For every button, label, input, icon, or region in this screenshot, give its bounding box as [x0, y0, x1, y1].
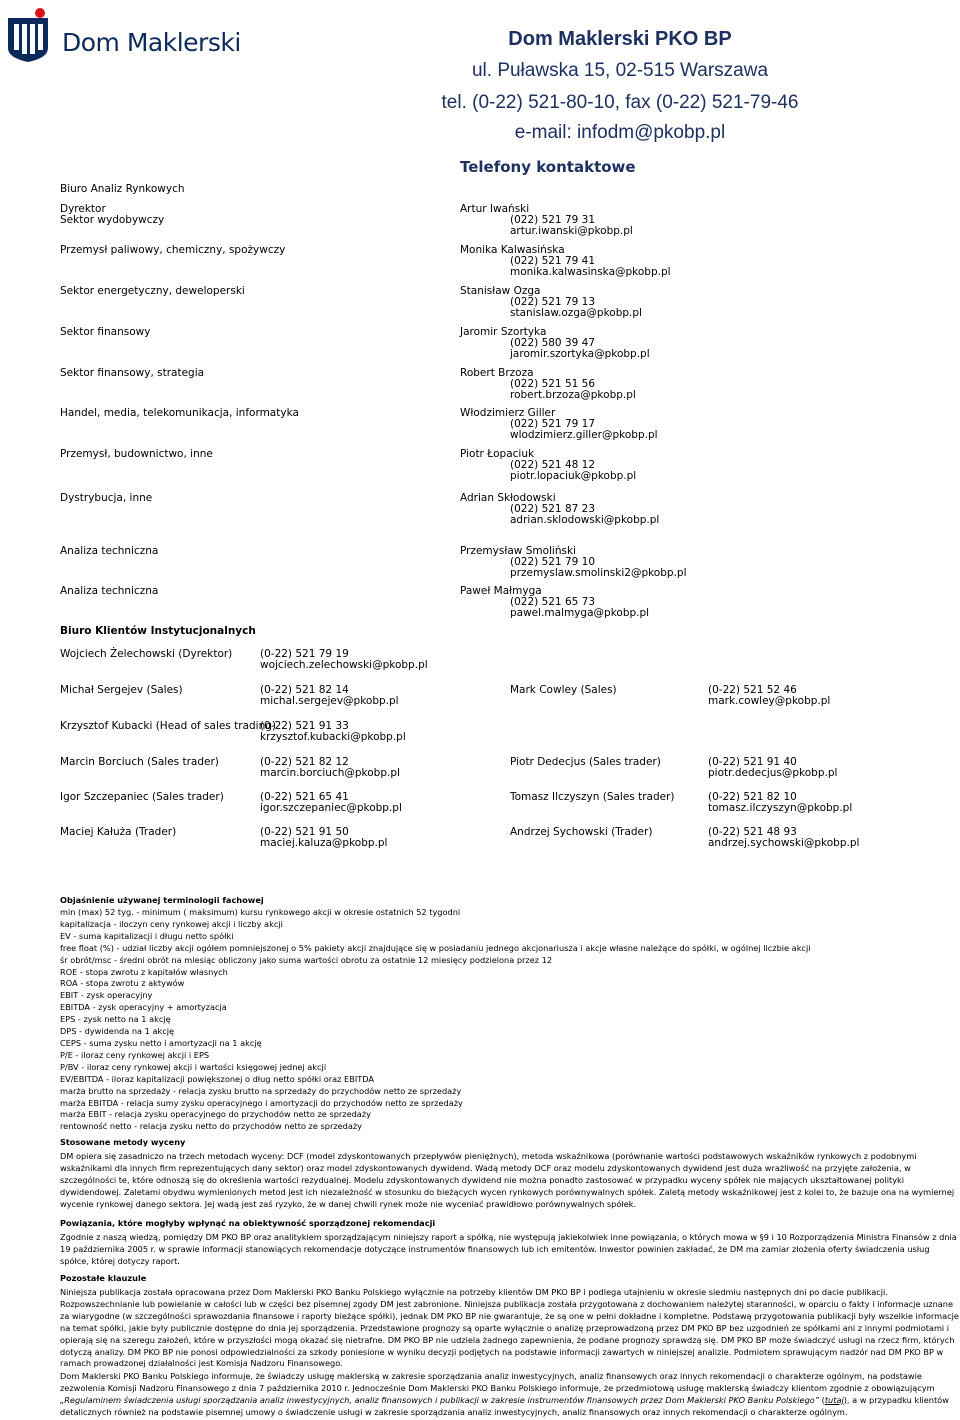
glossary-item: ROA - stopa zwrotu z aktywów — [60, 978, 185, 989]
relations-title: Powiązania, które mogłyby wpłynąć na obiektywność sporządzonej rekomendacji — [60, 1218, 436, 1228]
glossary-item: ROE - stopa zwrotu z kapitałów własnych — [60, 966, 228, 977]
broker-email[interactable]: andrzej.sychowski@pkobp.pl — [708, 837, 860, 849]
analyst-phone: (022) 521 79 31 — [510, 214, 596, 226]
broker-email[interactable]: krzysztof.kubacki@pkobp.pl — [260, 731, 406, 743]
research-sector-label: Handel, media, telekomunikacja, informatyka — [60, 407, 299, 419]
research-sector-label: Analiza techniczna — [60, 585, 159, 597]
analyst-email[interactable]: stanislaw.ozga@pkobp.pl — [510, 307, 642, 319]
glossary-item: P/BV - iloraz ceny rynkowej akcji i wartości księgowej jednej akcji — [60, 1061, 327, 1072]
glossary-item: free float (%) - udział liczby akcji ogółem pomniejszonej o 5% pakiety akcji znajdujące się w posiadaniu jednego akcjonariusza i akcje własne należące do spółki, w ogólnej liczbie akcji — [60, 942, 811, 953]
analyst-name: Robert Brzoza — [460, 367, 534, 379]
glossary-item: marża EBIT - relacja zysku operacyjnego do przychodów netto ze sprzedaży — [60, 1109, 371, 1120]
broker-email[interactable]: michal.sergejev@pkobp.pl — [260, 695, 399, 707]
analyst-email[interactable]: artur.iwanski@pkobp.pl — [510, 225, 633, 237]
company-address: ul. Puławska 15, 02-515 Warszawa — [471, 60, 769, 81]
analyst-name: Przemysław Smoliński — [460, 545, 576, 557]
analyst-name: Stanisław Ozga — [460, 285, 541, 297]
broker-name: Maciej Kałuża (Trader) — [60, 826, 177, 838]
broker-phone: (0-22) 521 91 50 — [260, 826, 349, 838]
analyst-phone: (022) 521 65 73 — [510, 596, 596, 608]
analyst-email[interactable]: wlodzimierz.giller@pkobp.pl — [510, 429, 658, 441]
analyst-name: Artur Iwański — [460, 203, 530, 215]
analyst-phone: (022) 521 79 17 — [510, 418, 596, 430]
broker-phone: (0-22) 521 82 10 — [708, 791, 797, 803]
research-sector-label: Sektor wydobywczy — [60, 214, 165, 226]
analyst-name: Paweł Małmyga — [460, 585, 542, 597]
broker-name: Michał Sergejev (Sales) — [60, 684, 183, 696]
company-name: Dom Maklerski PKO BP — [508, 28, 732, 50]
regulation-title: „Regulaminem świadczenia usługi sporządzania analiz inwestycyjnych, analiz finansowych i publikacji w zakresie instrumentów finansowych przez Dom Maklerski PKO Banku Polskiego” — [60, 1394, 820, 1405]
analyst-email[interactable]: adrian.sklodowski@pkobp.pl — [510, 514, 660, 526]
clauses-text-1: Niniejsza publikacja została opracowana przez Dom Maklerski PKO Banku Polskiego wyłącznie na potrzeby klientów DM PKO BP i podlega utajnieniu w okresie siedmiu następnych dni po dacie publikacji. Rozpowszechnianie lub powielanie w całości lub w części bez pisemnej zgody DM jest zabronione. Niniejsza publikacja została przygotowana z dochowaniem należytej staranności, w oparciu o fakty i informacje uznane za wiarygodne (w szczególności sprawozdania finansowe i raporty bieżące spółki), jednak DM PKO BP nie gwarantuje, że są one w pełni dokładne i kompletne. Podstawą przygotowania publikacji były wszelkie informacje na temat spółki, jakie były publicznie dostępne do dnia jej sporządzenia. Przedstawione prognozy są oparte wyłącznie o analizę przeprowadzoną przez DM PKO BP bez uzgodnień ze spółkami ani z innymi podmiotami i opierają się na szeregu założeń, które w przyszłości mogą okazać się nietrafne. DM PKO BP nie udziela żadnego zapewnienia, że podane prognozy sprawdzą się. DM PKO BP może świadczyć usługi na rzecz firm, których dotyczą analizy. DM PKO BP nie ponosi odpowiedzialności za szkody poniesione w wyniku decyzji podjętych na podstawie informacji zawartych w niniejszej analizie. Podmiotem sprawującym nadzór nad DM PKO BP w ramach prowadzonej działalności jest Komisja Nadzoru Finansowego. — [60, 1287, 959, 1369]
broker-email[interactable]: maciej.kaluza@pkobp.pl — [260, 837, 388, 849]
glossary-item: min (max) 52 tyg. - minimum ( maksimum) kursu rynkowego akcji w okresie ostatnich 52 tygodni — [60, 907, 461, 917]
pko-logo — [6, 6, 50, 62]
glossary-item: EBIT - zysk operacyjny — [60, 990, 153, 1001]
research-sector-label: Sektor finansowy, strategia — [60, 367, 205, 379]
research-sector-label: Sektor finansowy — [60, 326, 151, 338]
broker-name: Andrzej Sychowski (Trader) — [510, 826, 653, 838]
research-sector-label: Dyrektor — [60, 203, 106, 215]
glossary-list — [60, 907, 960, 1133]
analyst-name: Jaromir Szortyka — [460, 326, 547, 338]
broker-phone: (0-22) 521 52 46 — [708, 684, 797, 696]
institutional-title: Biuro Klientów Instytucjonalnych — [60, 625, 256, 637]
glossary-item: śr obrót/msc - średni obrót na miesiąc obliczony jako suma wartości obrotu za ostatnie 12 miesięcy podzielona przez 12 — [60, 954, 553, 965]
research-title: Biuro Analiz Rynkowych — [60, 183, 185, 195]
broker-email[interactable]: marcin.borciuch@pkobp.pl — [260, 767, 400, 779]
broker-name: Igor Szczepaniec (Sales trader) — [60, 791, 224, 803]
research-sector-label: Przemysł, budownictwo, inne — [60, 448, 213, 460]
glossary-item: DPS - dywidenda na 1 akcję — [60, 1026, 175, 1037]
analyst-name: Piotr Łopaciuk — [460, 448, 535, 460]
broker-phone: (0-22) 521 91 33 — [260, 720, 349, 732]
analyst-name: Monika Kalwasińska — [460, 244, 565, 256]
broker-email[interactable]: wojciech.zelechowski@pkobp.pl — [260, 659, 428, 671]
glossary-item: marża EBITDA - relacja sumy zysku operacyjnego i amortyzacji do przychodów netto ze sprzedaży — [60, 1097, 463, 1108]
glossary-item: EV/EBITDA - iloraz kapitalizacji powiększonej o dług netto spółki oraz EBITDA — [60, 1073, 375, 1084]
relations-text: Zgodnie z naszą wiedzą, pomiędzy DM PKO BP oraz analitykiem sporządzającym niniejszy raport a spółką, nie występują jakiekolwiek inne powiązania, o których mowa w §9 i 10 Rozporządzenia Ministra Finansów z dnia 19 października 2005 r. w sprawie informacji stanowiących rekomendacje dotyczące instrumentów finansowych lub ich emitentów. Inwestor powinien zakładać, że DM ma zamiar złożenia oferty świadczenia usług spółce, której dotyczy raport. — [60, 1232, 957, 1266]
glossary-item: marża brutto na sprzedaży - relacja zysku brutto na sprzedaży do przychodów netto ze sprzedaży — [60, 1085, 462, 1096]
glossary-item: kapitalizacja - iloczyn ceny rynkowej akcji i liczby akcji — [60, 918, 283, 929]
broker-phone: (0-22) 521 65 41 — [260, 791, 349, 803]
glossary-item: P/E - iloraz ceny rynkowej akcji i EPS — [60, 1049, 210, 1060]
broker-name: Marcin Borciuch (Sales trader) — [60, 756, 219, 768]
analyst-phone: (022) 521 79 13 — [510, 296, 596, 308]
broker-name: Wojciech Żelechowski (Dyrektor) — [60, 648, 233, 660]
analyst-name: Adrian Skłodowski — [460, 492, 556, 504]
clauses-text-2a: Dom Maklerski PKO Banku Polskiego informuje, że świadczy usługę maklerską w zakresie sporządzania analiz inwestycyjnych, analiz finansowych oraz innych rekomendacji o charakterze ogólnym, na podstawie zezwolenia Komisji Nadzoru Finansowego z dnia 7 października 2010 r. Jednocześnie Dom Maklerski PKO Banku Polskiego informuje, że przedmiotową usługę maklerską świadczy klientom zgodnie z obowiązującym — [60, 1371, 935, 1393]
clauses-text-2 — [60, 1371, 960, 1419]
logo-text: Dom Maklerski — [62, 28, 241, 57]
broker-email[interactable]: mark.cowley@pkobp.pl — [708, 695, 831, 707]
analyst-email[interactable]: monika.kalwasinska@pkobp.pl — [510, 266, 671, 278]
analyst-phone: (022) 580 39 47 — [510, 337, 596, 349]
clauses-text-2c: ( — [819, 1394, 825, 1405]
contacts-title: Telefony kontaktowe — [460, 158, 636, 176]
glossary-title: Objaśnienie używanej terminologii fachowej — [60, 895, 264, 905]
broker-phone: (0-22) 521 82 12 — [260, 756, 349, 768]
analyst-phone: (022) 521 79 10 — [510, 556, 596, 568]
analyst-email[interactable]: robert.brzoza@pkobp.pl — [510, 389, 636, 401]
regulation-link[interactable]: tutaj — [824, 1394, 844, 1405]
glossary-item: EBITDA - zysk operacyjny + amortyzacja — [60, 1002, 227, 1013]
broker-email[interactable]: piotr.dedecjus@pkobp.pl — [708, 767, 838, 779]
analyst-phone: (022) 521 51 56 — [510, 378, 596, 390]
analyst-name: Włodzimierz Giller — [460, 407, 556, 419]
analyst-email[interactable]: piotr.lopaciuk@pkobp.pl — [510, 470, 637, 482]
methods-title: Stosowane metody wyceny — [60, 1137, 186, 1147]
company-email[interactable]: e-mail: infodm@pkobp.pl — [514, 122, 726, 143]
broker-name: Tomasz Ilczyszyn (Sales trader) — [510, 791, 675, 803]
broker-name: Krzysztof Kubacki (Head of sales trading) — [60, 720, 277, 732]
glossary-item: EV - suma kapitalizacji i długu netto spółki — [60, 930, 234, 941]
broker-name: Piotr Dedecjus (Sales trader) — [510, 756, 661, 768]
broker-email[interactable]: tomasz.ilczyszyn@pkobp.pl — [708, 802, 853, 814]
research-sector-label: Przemysł paliwowy, chemiczny, spożywczy — [60, 244, 286, 256]
clauses-title: Pozostałe klauzule — [60, 1273, 147, 1283]
broker-phone: (0-22) 521 79 19 — [260, 648, 349, 660]
research-sector-label: Sektor energetyczny, deweloperski — [60, 285, 245, 297]
analyst-phone: (022) 521 48 12 — [510, 459, 596, 471]
methods-text: DM opiera się zasadniczo na trzech metodach wyceny: DCF (model zdyskontowanych przepływów pieniężnych), metoda wskaźnikowa (porównanie wartości podstawowych wskaźników rynkowych z podobnymi wskaźnikami dla innych firm reprezentujących dany sektor) oraz model zdyskontowanych dywidend. Wadą metody DCF oraz modelu zdyskontowanych dywidend jest duża wrażliwość na przyjęte założenia, w szczególności te, które odnoszą się do określenia wartości rezydualnej. Modelu zdyskontowanych dywidend nie można ponadto zastosować w przypadku wyceny spółek nie mających ukształtowanej polityki dywidendowej. Zaletami obydwu wymienionych metod jest ich niezależność w stosunku do bieżących wycen rynkowych porównywalnych spółek. Zaletą metody wskaźnikowej jest z kolei to, że bazuje ona na wymiernej wycenie rynkowej danego sektora. Jej wadą jest zaś ryzyko, że w danej chwili rynek może nie wyceniać prawidłowo porównywalnych spółek. — [60, 1151, 955, 1209]
broker-email[interactable]: igor.szczepaniec@pkobp.pl — [260, 802, 402, 814]
broker-phone: (0-22) 521 48 93 — [708, 826, 797, 838]
research-sector-label: Dystrybucja, inne — [60, 492, 153, 504]
analyst-email[interactable]: pawel.malmyga@pkobp.pl — [510, 607, 650, 619]
glossary-item: rentowność netto - relacja zysku netto do przychodów netto ze sprzedaży — [60, 1121, 363, 1132]
broker-phone: (0-22) 521 91 40 — [708, 756, 797, 768]
broker-phone: (0-22) 521 82 14 — [260, 684, 349, 696]
analyst-email[interactable]: jaromir.szortyka@pkobp.pl — [510, 348, 650, 360]
analyst-email[interactable]: przemyslaw.smolinski2@pkobp.pl — [510, 567, 687, 579]
glossary-item: CEPS - suma zysku netto i amortyzacji na 1 akcję — [60, 1037, 262, 1048]
analyst-phone: (022) 521 79 41 — [510, 255, 596, 267]
glossary-item: EPS - zysk netto na 1 akcję — [60, 1014, 171, 1025]
company-phone: tel. (0-22) 521-80-10, fax (0-22) 521-79-46 — [441, 92, 799, 113]
analyst-phone: (022) 521 87 23 — [510, 503, 596, 515]
broker-name: Mark Cowley (Sales) — [510, 684, 617, 696]
clauses-text-2e: ), a w przypadku klientów detalicznych również na podstawie pisemnej umowy o świadczenie usługi w zakresie sporządzania analiz inwestycyjnych, analiz finansowych oraz innych rekomendacji o charakterze ogólnym. — [60, 1394, 949, 1417]
research-sector-label: Analiza techniczna — [60, 545, 159, 557]
